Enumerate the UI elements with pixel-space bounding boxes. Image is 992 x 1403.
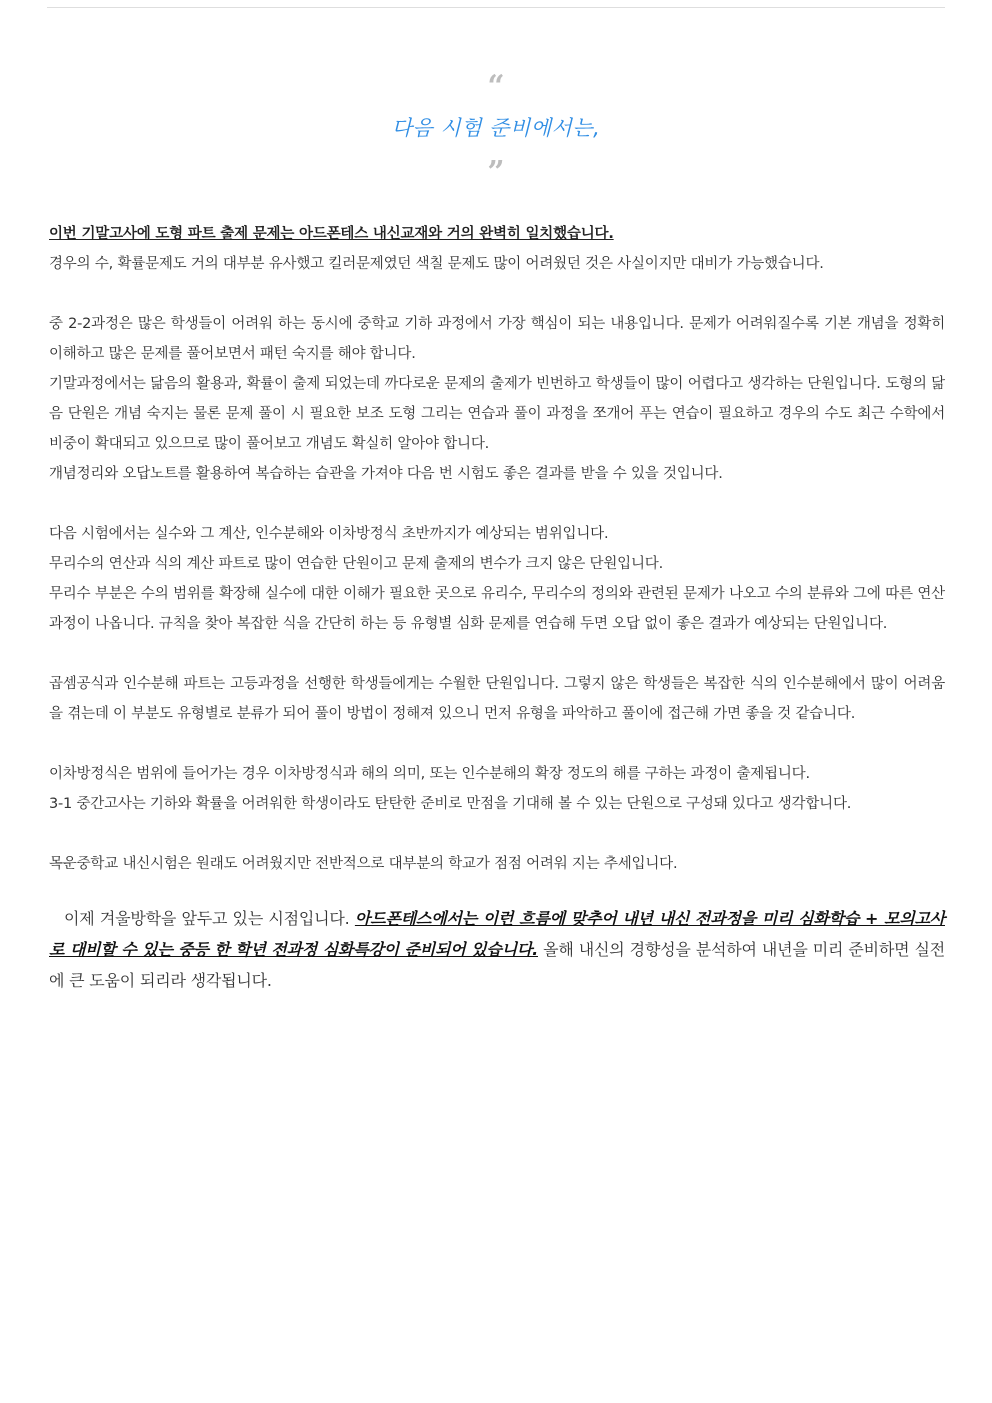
paragraph-line: 무리수 부분은 수의 범위를 확장해 실수에 대한 이해가 필요한 곳으로 유리수, 무리수의 정의와 관련된 문제가 나오고 수의 분류와 그에 따른 연산 과정이 나옵니다. 규칙을 찾아 복잡한 식을 간단히 하는 등 유형별 심화 문제를 연습해 두면 오답 없이 좋은 결과가 예상되는 단원입니다. bbox=[49, 586, 945, 632]
paragraph-trend bbox=[49, 849, 945, 879]
paragraph-exam-review bbox=[49, 219, 945, 279]
paragraph-line: 목운중학교 내신시험은 원래도 어려웠지만 전반적으로 대부분의 학교가 점점 어려워 지는 추세입니다. bbox=[49, 856, 678, 872]
closing-paragraph bbox=[49, 903, 945, 996]
paragraph-quadratic bbox=[49, 759, 945, 819]
paragraph-line: 이차방정식은 범위에 들어가는 경우 이차방정식과 해의 의미, 또는 인수분해의 확장 정도의 해를 구하는 과정이 출제됩니다. bbox=[49, 766, 810, 782]
section-title: 다음 시험 준비에서는, bbox=[391, 116, 601, 140]
paragraph-line: 기말과정에서는 닮음의 활용과, 확률이 출제 되었는데 까다로운 문제의 출제가 빈번하고 학생들이 많이 어렵다고 생각하는 단원입니다. 도형의 닮음 단원은 개념 숙지는 물론 문제 풀이 시 필요한 보조 도형 그리는 연습과 풀이 과정을 쪼개어 푸는 연습이 필요하고 경우의 수도 최근 수학에서 비중이 확대되고 있으므로 많이 풀어보고 개념도 확실히 알아야 합니다. bbox=[49, 376, 945, 452]
paragraph-line: 3-1 중간고사는 기하와 확률을 어려워한 학생이라도 탄탄한 준비로 만점을 기대해 볼 수 있는 단원으로 구성돼 있다고 생각합니다. bbox=[49, 796, 852, 812]
article-body bbox=[49, 219, 945, 1012]
paragraph-next-exam bbox=[49, 519, 945, 639]
lead-sentence: 이번 기말고사에 도형 파트 출제 문제는 아드폰테스 내신교재와 거의 완벽히 일치했습니다. bbox=[49, 226, 614, 242]
closing-outro: 올해 내신의 경향성을 분석하여 내년을 미리 준비하면 실전에 큰 도움이 되리라 생각됩니다. bbox=[49, 940, 946, 990]
paragraph-factorization bbox=[49, 669, 945, 729]
paragraph-line: 경우의 수, 확률문제도 거의 대부분 유사했고 킬러문제였던 색칠 문제도 많이 어려웠던 것은 사실이지만 대비가 가능했습니다. bbox=[49, 256, 824, 272]
close-quote-icon: ” bbox=[487, 155, 505, 190]
paragraph-line: 다음 시험에서는 실수와 그 계산, 인수분해와 이차방정식 초반까지가 예상되는 범위입니다. bbox=[49, 526, 609, 542]
paragraph-line: 곱셈공식과 인수분해 파트는 고등과정을 선행한 학생들에게는 수월한 단원입니다. 그렇지 않은 학생들은 복잡한 식의 인수분해에서 많이 어려움을 겪는데 이 부분도 유형별로 분류가 되어 풀이 방법이 정해져 있으니 먼저 유형을 파악하고 풀이에 접근해 가면 좋을 것 같습니다. bbox=[49, 676, 945, 722]
section-heading bbox=[0, 69, 992, 190]
paragraph-line: 개념정리와 오답노트를 활용하여 복습하는 습관을 가져야 다음 번 시험도 좋은 결과를 받을 수 있을 것입니다. bbox=[49, 466, 723, 482]
closing-emphasis: 아드폰테스에서는 이런 흐름에 맞추어 내년 내신 전과정을 미리 심화학습 + 모의고사로 대비할 수 있는 중등 한 학년 전과정 심화특강이 준비되어 있습니다. bbox=[49, 909, 945, 959]
closing-intro: 이제 겨울방학을 앞두고 있는 시점입니다. bbox=[64, 909, 355, 928]
open-quote-icon: “ bbox=[487, 69, 505, 104]
paragraph-geometry bbox=[49, 309, 945, 489]
paragraph-line: 무리수의 연산과 식의 계산 파트로 많이 연습한 단원이고 문제 출제의 변수가 크지 않은 단원입니다. bbox=[49, 556, 664, 572]
top-divider bbox=[47, 7, 945, 8]
paragraph-line: 중 2-2과정은 많은 학생들이 어려워 하는 동시에 중학교 기하 과정에서 가장 핵심이 되는 내용입니다. 문제가 어려워질수록 기본 개념을 정확히 이해하고 많은 문제를 풀어보면서 패턴 숙지를 해야 합니다. bbox=[49, 316, 945, 362]
